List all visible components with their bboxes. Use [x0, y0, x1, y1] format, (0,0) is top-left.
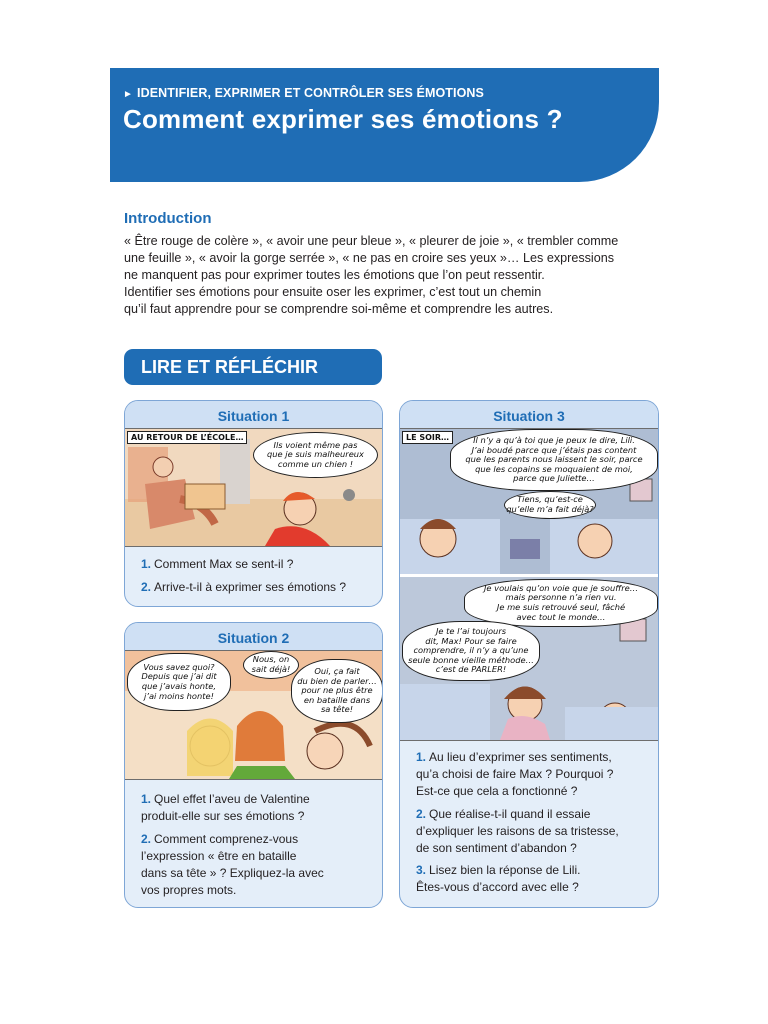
question-number: 1.: [141, 792, 152, 806]
kicker-text: IDENTIFIER, EXPRIMER ET CONTRÔLER SES ÉMOTIONS: [137, 86, 484, 100]
speech-bubble-c: [464, 579, 658, 627]
intro-line: Identifier ses émotions pour ensuite oser les exprimer, c’est tout un chemin: [124, 285, 542, 299]
page-title: Comment exprimer ses émotions ?: [123, 104, 563, 134]
question-1: [416, 749, 613, 800]
question-2: [416, 806, 619, 857]
situation-1-illustration: [125, 428, 382, 547]
question-text: Comment Max se sent-il ?: [154, 557, 294, 571]
bubble-line: Oui, ça fait: [314, 666, 360, 677]
situation-3-illustration: [400, 428, 658, 741]
intro-line: ne manquent pas pour exprimer toutes les émotions que l’on peut ressentir.: [124, 268, 545, 282]
section-kicker: [123, 86, 484, 100]
question-text: qu’a choisi de faire Max ? Pourquoi ?: [416, 767, 614, 781]
question-text: Comment comprenez-vous: [154, 832, 299, 846]
comic-caption: LE SOIR…: [402, 431, 453, 444]
bubble-line: Je voulais qu’on voie que je souffre…: [483, 582, 639, 593]
question-text: Est-ce que cela a fonctionné ?: [416, 784, 578, 798]
question-3: [416, 862, 580, 896]
bubble-line: seule bonne vieille méthode…: [408, 654, 534, 665]
bubble-line: que j’avais honte,: [141, 681, 217, 691]
intro-line: une feuille », « avoir la gorge serrée », « ne pas en croire ses yeux »… Les expressions: [124, 251, 615, 265]
situation-1-title: Situation 1: [125, 401, 382, 428]
triangle-marker-icon: ►: [123, 89, 133, 100]
question-number: 2.: [141, 580, 152, 594]
question-text: l’expression « être en bataille: [141, 849, 297, 863]
speech-bubble-right: [291, 659, 382, 723]
question-text: Êtes-vous d’accord avec elle ?: [416, 880, 579, 894]
bubble-line: du bien de parler…: [297, 675, 377, 686]
bubble-line: avec tout le monde…: [516, 611, 606, 622]
bubble-line: Je me suis retrouvé seul, fâché: [496, 602, 626, 612]
bubble-line: Nous, on: [252, 654, 290, 665]
question-1: [141, 556, 293, 573]
question-2: [141, 831, 324, 899]
bubble-line: Depuis que j’ai dit: [141, 671, 217, 682]
question-text: de son sentiment d’abandon ?: [416, 841, 577, 855]
speech-bubble-middle: [243, 651, 299, 679]
bubble-line: Tiens, qu’est-ce: [517, 494, 583, 505]
bubble-line: que les parents nous laissent le soir, parce: [465, 454, 643, 465]
bubble-line: que les copains se moquaient de moi,: [475, 463, 633, 474]
speech-bubble-a: [450, 429, 658, 491]
situation-2-title: Situation 2: [125, 623, 382, 650]
question-text: Quel effet l’aveu de Valentine: [154, 792, 310, 806]
bubble-line: comprendre, il n’y a qu’une: [413, 645, 529, 656]
bubble-line: J’ai boudé parce que j’étais pas content: [471, 444, 637, 455]
question-text: Arrive-t-il à exprimer ses émotions ?: [154, 580, 347, 594]
bubble-line: Vous savez quoi?: [143, 661, 215, 672]
question-text: d’expliquer les raisons de sa tristesse,: [416, 824, 619, 838]
bubble-line: qu’elle m’a fait déjà?: [506, 504, 594, 514]
question-number: 1.: [416, 750, 427, 764]
question-number: 2.: [141, 832, 152, 846]
comic-caption: AU RETOUR DE L’ÉCOLE…: [127, 431, 247, 444]
intro-paragraph: [124, 233, 644, 318]
question-1: [141, 791, 310, 825]
bubble-line: sa tête!: [320, 704, 354, 715]
question-text: Au lieu d’exprimer ses sentiments,: [429, 750, 612, 764]
question-text: vos propres mots.: [141, 883, 237, 897]
situation-2-illustration: [125, 650, 382, 780]
situation-2-card: [124, 622, 383, 908]
header-banner: [110, 68, 659, 182]
intro-heading: Introduction: [124, 210, 212, 227]
speech-bubble: [253, 432, 378, 478]
section-label: LIRE ET RÉFLÉCHIR: [124, 349, 382, 385]
bubble-line: j’ai moins honte!: [144, 690, 214, 701]
question-text: dans sa tête » ? Expliquez-la avec: [141, 866, 324, 880]
question-text: produit-elle sur ses émotions ?: [141, 809, 305, 823]
intro-line: « Être rouge de colère », « avoir une peur bleue », « pleurer de joie », « trembler comme: [124, 234, 619, 248]
bubble-line: Je te l’ai toujours: [435, 626, 507, 637]
bubble-line: dit, Max! Pour se faire: [425, 635, 517, 646]
question-number: 2.: [416, 807, 427, 821]
situation-3-title: Situation 3: [400, 401, 658, 428]
bubble-line: c’est de PARLER!: [435, 664, 507, 675]
speech-bubble-b: [504, 491, 596, 519]
question-number: 3.: [416, 863, 427, 877]
speech-bubble-d: [402, 621, 540, 681]
bubble-line: pour ne plus être: [301, 685, 373, 696]
bubble-line: parce que Juliette…: [513, 473, 595, 484]
intro-line: qu’il faut apprendre pour se comprendre soi-même et comprendre les autres.: [124, 302, 554, 316]
question-number: 1.: [141, 557, 152, 571]
question-text: Lisez bien la réponse de Lili.: [429, 863, 581, 877]
situation-3-card: [399, 400, 659, 908]
bubble-line: Ils voient même pas: [273, 439, 358, 450]
question-2: [141, 579, 346, 596]
bubble-line: que je suis malheureux: [267, 449, 364, 460]
situation-1-card: [124, 400, 383, 607]
question-text: Que réalise-t-il quand il essaie: [429, 807, 591, 821]
bubble-line: Il n’y a qu’à toi que je peux le dire, Lili.: [473, 435, 635, 446]
bubble-line: sait déjà!: [251, 664, 291, 674]
bubble-line: mais personne n’a rien vu.: [505, 592, 617, 603]
bubble-line: en bataille dans: [303, 694, 371, 705]
speech-bubble-left: [127, 653, 231, 711]
bubble-line: comme un chien !: [277, 458, 354, 469]
